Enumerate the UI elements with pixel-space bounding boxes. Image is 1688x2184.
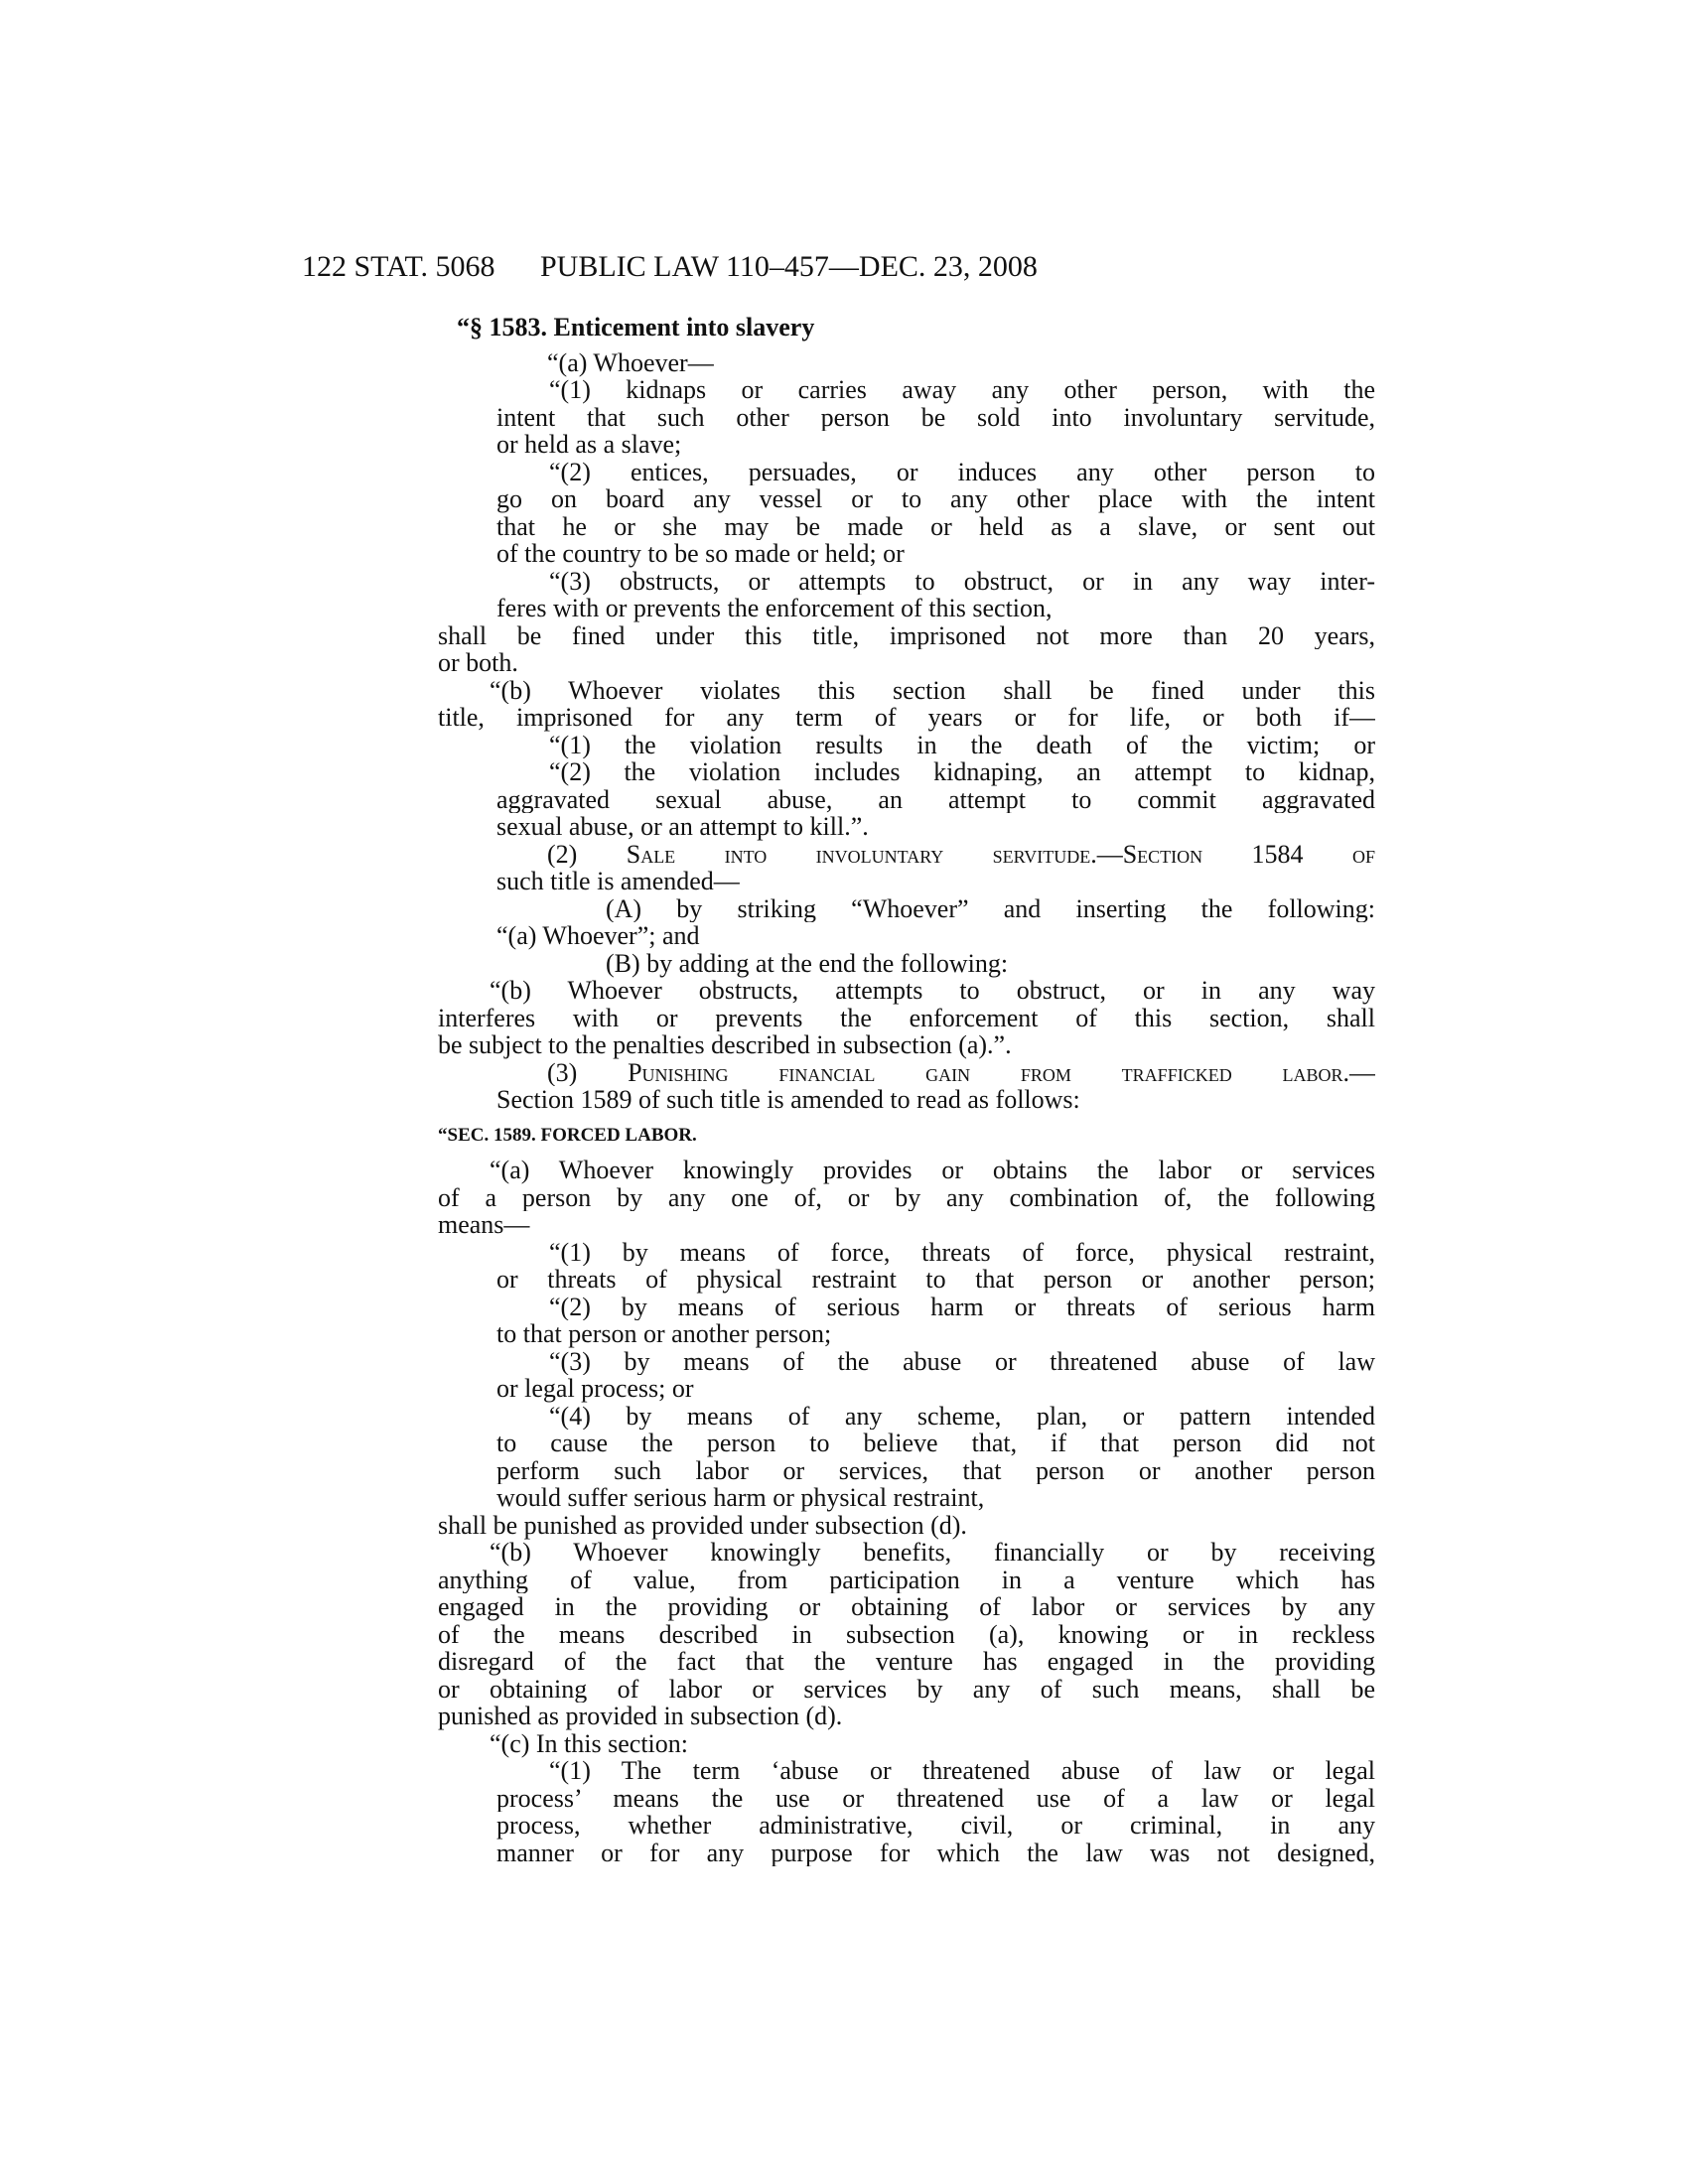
text-line: process’ means the use or threatened use of a law or legal	[496, 1784, 1375, 1812]
text-line: anything of value, from participation in a venture which has	[438, 1566, 1375, 1593]
text-line: “(c) In this section:	[490, 1728, 688, 1758]
text-line: (3) Punishing financial gain from trafficked labor.—	[547, 1058, 1375, 1086]
text-line: “(a) Whoever knowingly provides or obtains the labor or services	[490, 1157, 1375, 1184]
text-line: (A) by striking “Whoever” and inserting the following:	[606, 894, 1375, 922]
text-line: Section 1589 of such title is amended to read as follows:	[496, 1085, 1080, 1114]
text-line: “(1) the violation results in the death of the victim; or	[549, 731, 1375, 758]
text-line: shall be fined under this title, imprisoned not more than 20 years,	[438, 621, 1375, 649]
text-line: go on board any vessel or to any other place with the intent	[496, 485, 1375, 513]
text-line: “(a) Whoever”; and	[496, 921, 700, 950]
statute-body-text	[438, 313, 1375, 1866]
text-line: (2) Sale into involuntary servitude.—Section 1584 of	[547, 840, 1375, 868]
text-line: of the country to be so made or held; or	[496, 539, 905, 568]
text-line: of the means described in subsection (a), knowing or in reckless	[438, 1620, 1375, 1648]
text-line: “(2) the violation includes kidnaping, an attempt to kidnap,	[549, 758, 1375, 786]
text-line: process, whether administrative, civil, or criminal, in any	[496, 1812, 1375, 1840]
text-line: would suffer serious harm or physical restraint,	[496, 1483, 985, 1512]
text-line: to that person or another person;	[496, 1319, 832, 1348]
text-line: interferes with or prevents the enforcement of this section, shall	[438, 1004, 1375, 1031]
text-line: (B) by adding at the end the following:	[606, 948, 1009, 978]
text-line: to cause the person to believe that, if that person did not	[496, 1430, 1375, 1457]
text-line: “(4) by means of any scheme, plan, or pattern intended	[549, 1402, 1375, 1430]
text-line: “(a) Whoever—	[547, 347, 714, 377]
text-line: engaged in the providing or obtaining of labor or services by any	[438, 1593, 1375, 1621]
text-line: means—	[438, 1210, 530, 1239]
text-line: that he or she may be made or held as a slave, or sent out	[496, 512, 1375, 540]
text-line: intent that such other person be sold into involuntary servitude,	[496, 403, 1375, 431]
text-line: of a person by any one of, or by any combination of, the following	[438, 1183, 1375, 1211]
text-line: “(2) entices, persuades, or induces any other person to	[549, 458, 1375, 485]
text-line: “(b) Whoever knowingly benefits, financially or by receiving	[490, 1539, 1375, 1567]
text-line: disregard of the fact that the venture has engaged in the providing	[438, 1648, 1375, 1676]
text-line: “(b) Whoever violates this section shall be fined under this	[490, 676, 1375, 704]
text-line: “SEC. 1589. FORCED LABOR.	[438, 1124, 697, 1146]
text-line: “(3) obstructs, or attempts to obstruct, or in any way inter-	[549, 567, 1375, 595]
text-line: manner or for any purpose for which the law was not designed,	[496, 1839, 1375, 1866]
text-line: “(b) Whoever obstructs, attempts to obstruct, or in any way	[490, 977, 1375, 1005]
page-header	[302, 250, 1379, 290]
text-line: “(1) by means of force, threats of force, physical restraint,	[549, 1238, 1375, 1266]
text-line: or legal process; or	[496, 1374, 694, 1403]
text-line: punished as provided in subsection (d).	[438, 1702, 843, 1730]
text-line: perform such labor or services, that person or another person	[496, 1456, 1375, 1484]
text-line: title, imprisoned for any term of years or for life, or both if—	[438, 704, 1375, 732]
text-line: shall be punished as provided under subsection (d).	[438, 1510, 967, 1540]
text-line: such title is amended—	[496, 867, 740, 895]
public-law-running-head: PUBLIC LAW 110–457—DEC. 23, 2008	[540, 250, 1038, 283]
text-line: “(2) by means of serious harm or threats of serious harm	[549, 1293, 1375, 1320]
text-line: “(3) by means of the abuse or threatened abuse of law	[549, 1347, 1375, 1375]
statute-page-number: 122 STAT. 5068	[302, 250, 495, 283]
text-line: be subject to the penalties described in subsection (a).”.	[438, 1030, 1012, 1059]
text-line: or held as a slave;	[496, 430, 682, 459]
text-line: “§ 1583. Enticement into slavery	[457, 313, 815, 341]
text-line: feres with or prevents the enforcement of this section,	[496, 594, 1053, 622]
text-line: “(1) The term ‘abuse or threatened abuse of law or legal	[549, 1757, 1375, 1785]
text-line: or threats of physical restraint to that person or another person;	[496, 1266, 1375, 1294]
text-line: or both.	[438, 648, 518, 677]
text-line: aggravated sexual abuse, an attempt to commit aggravated	[496, 785, 1375, 813]
text-line: or obtaining of labor or services by any of such means, shall be	[438, 1675, 1375, 1703]
text-line: “(1) kidnaps or carries away any other person, with the	[549, 376, 1375, 404]
text-line: sexual abuse, or an attempt to kill.”.	[496, 812, 869, 841]
